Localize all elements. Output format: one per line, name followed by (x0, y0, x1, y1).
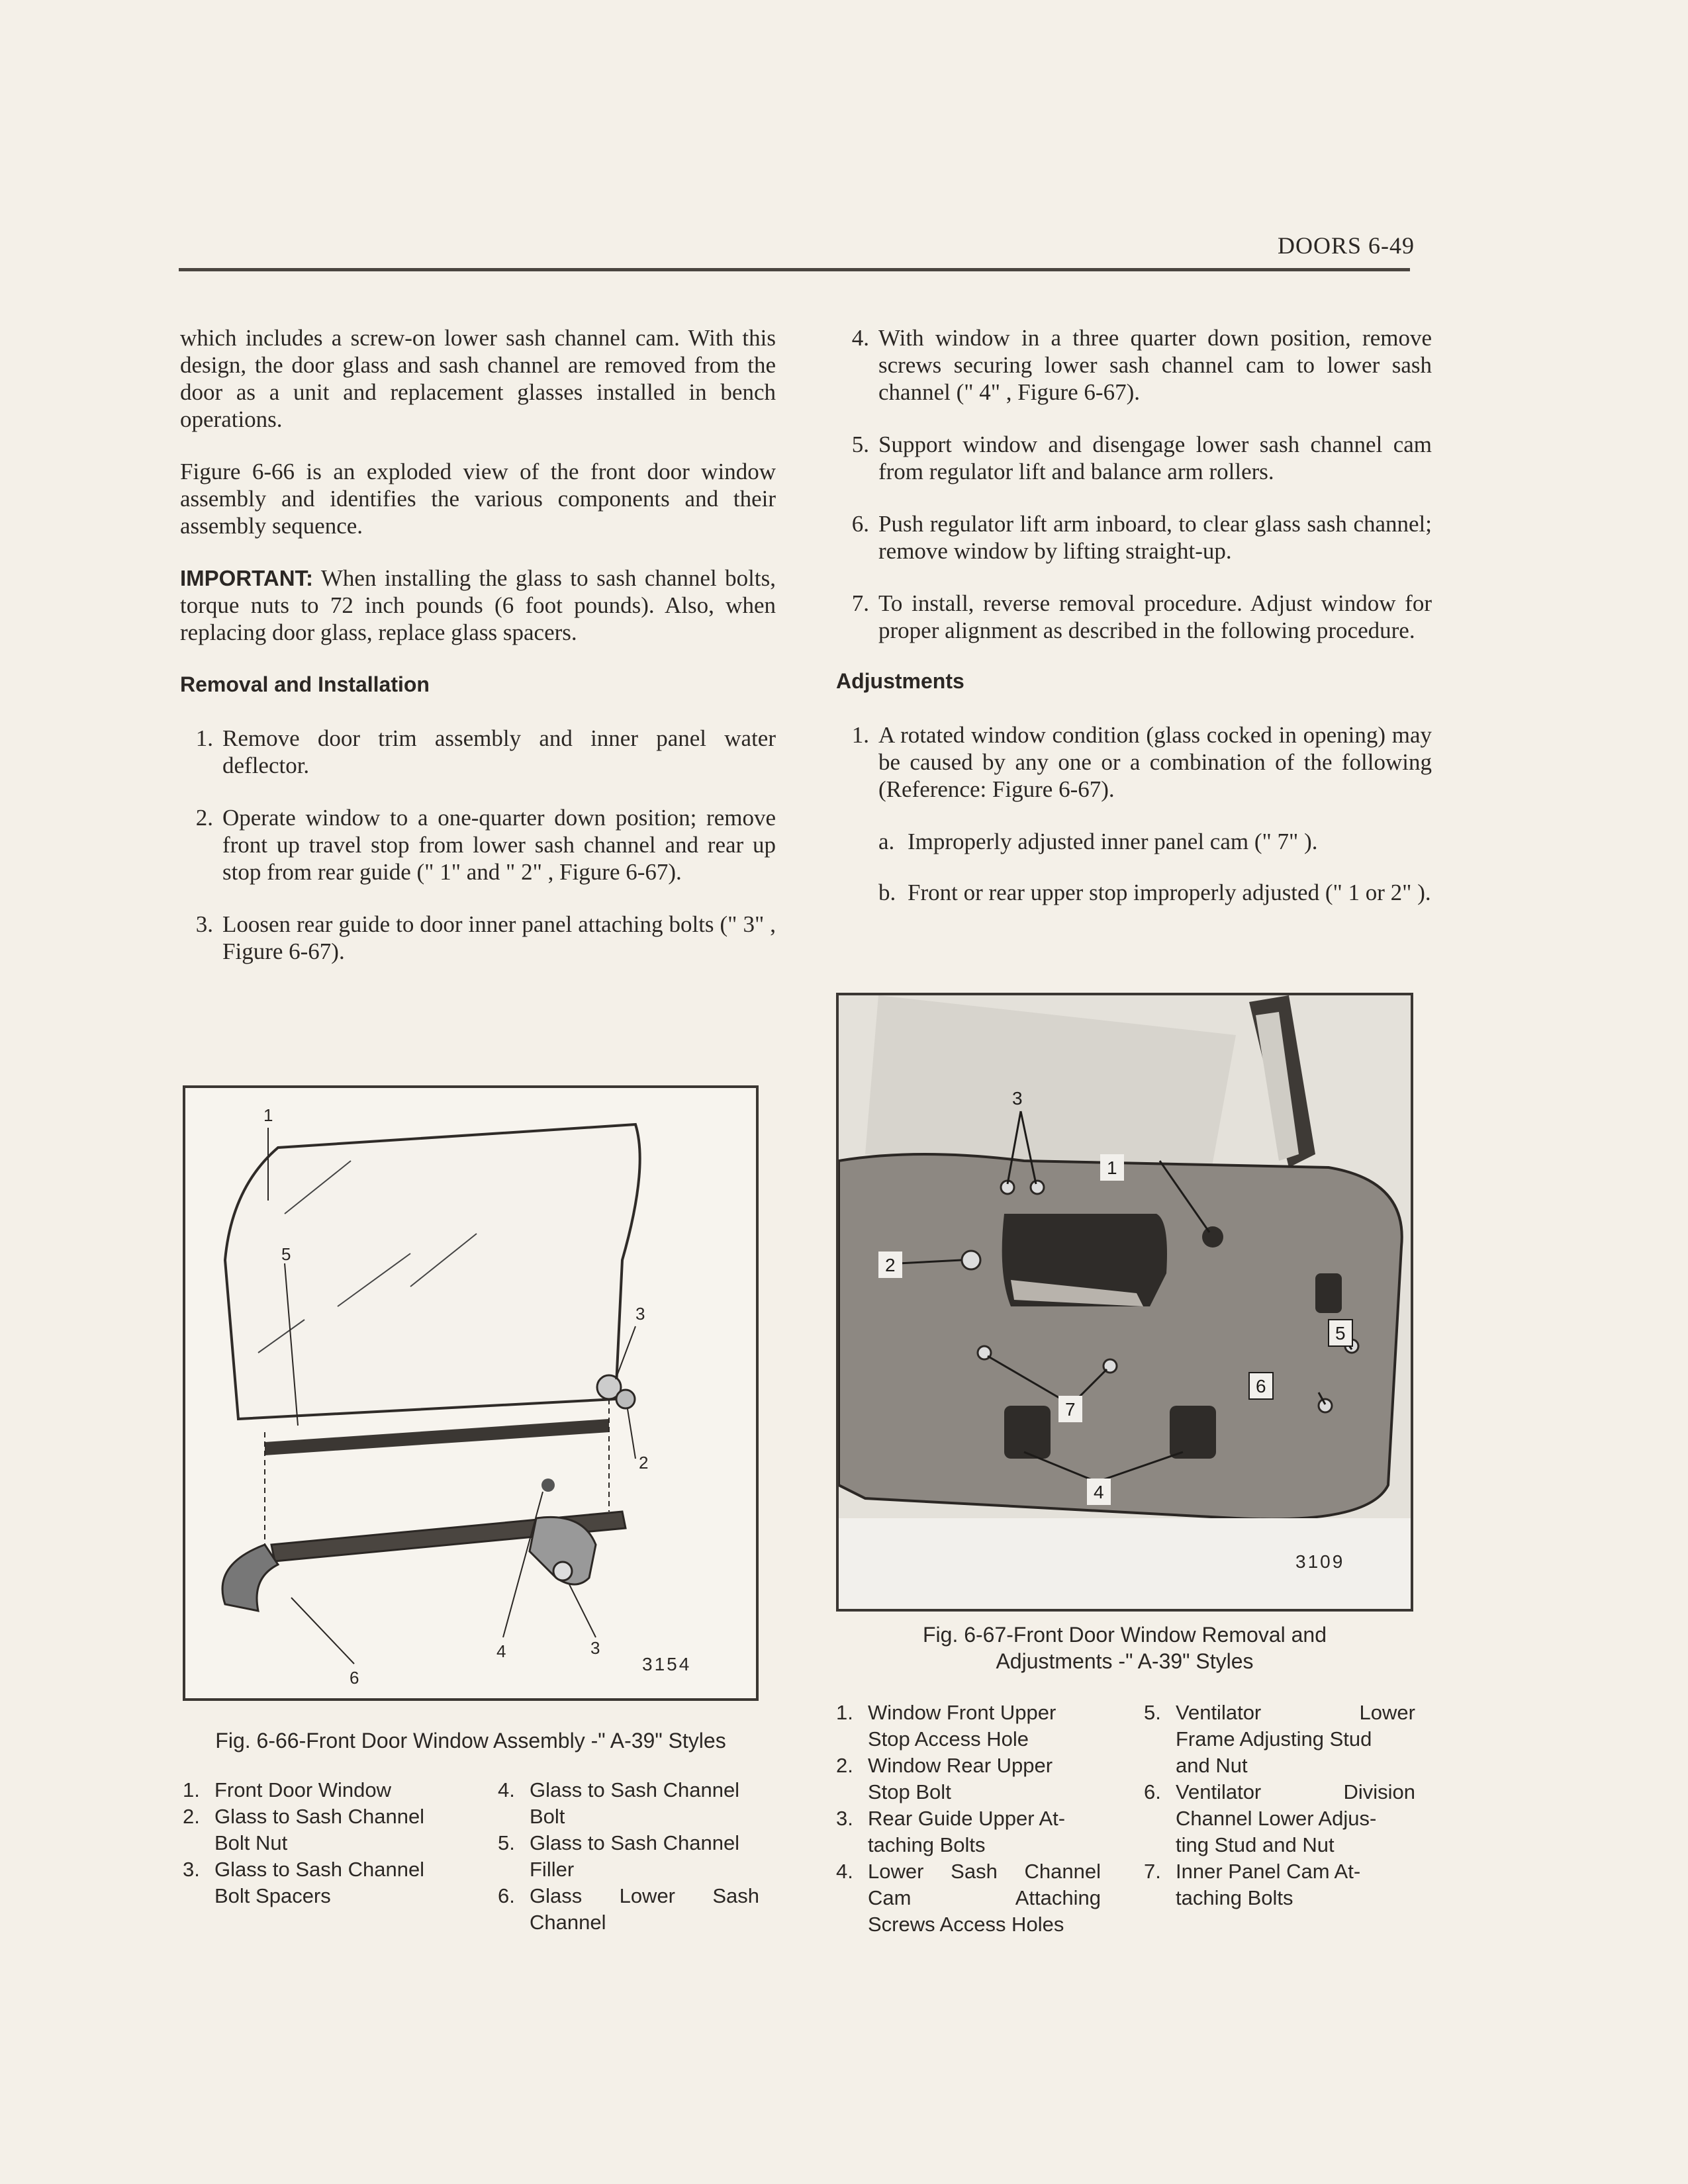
cam-roller (553, 1562, 572, 1580)
figure-6-67-legend-right (1144, 1700, 1415, 1911)
figure-6-66 (183, 1085, 759, 1701)
legend-item: 2. Glass to Sash Channel Bolt Nut (183, 1805, 425, 1854)
callout-label: 1 (263, 1105, 273, 1125)
cam-screw-access-hole (1170, 1406, 1216, 1459)
adjustment-sub-item: a. Improperly adjusted inner panel cam (" 7" ). (878, 829, 1318, 854)
callout-label: 2 (885, 1255, 896, 1275)
adjustments-heading: Adjustments (836, 669, 964, 693)
figure-6-66-legend-right (498, 1777, 759, 1936)
step-item: 4. With window in a three quarter down position, remove screws securing lower sash channel cam to lower sash channel (" 4" , Figure 6-67). (851, 325, 1432, 405)
door-inner-panel (839, 1154, 1402, 1519)
removal-steps-list (180, 725, 776, 965)
callout-label: 3 (1012, 1088, 1023, 1109)
ventilator-access-hole (1315, 1273, 1342, 1313)
page-header: DOORS 6-49 (1278, 232, 1415, 259)
bolt-nut (616, 1390, 635, 1408)
front-stop-access-hole (1202, 1226, 1223, 1248)
legend-item: 5. Ventilator Lower Frame Adjusting Stud and Nut (1144, 1701, 1415, 1777)
step-item: 1. Remove door trim assembly and inner panel water deflector. (195, 725, 776, 778)
legend-item: 1. Window Front Upper Stop Access Hole (836, 1701, 1056, 1751)
removal-steps-continued (836, 324, 1432, 644)
removal-installation-heading: Removal and Installation (180, 672, 430, 696)
figure-6-66-legend-left (183, 1777, 484, 1909)
door-panel-photo (839, 995, 1411, 1609)
callout-label: 3 (635, 1304, 645, 1324)
figure-6-67-caption: Fig. 6-67-Front Door Window Removal and Adjustments -" A-39" Styles (922, 1623, 1327, 1673)
intro-paragraph: which includes a screw-on lower sash channel cam. With this design, the door glass and sash channel are removed from the door as a unit and replacement glasses installed in bench operations. (180, 325, 776, 432)
step-item: 5. Support window and disengage lower sash channel cam from regulator lift and balance arm rollers. (851, 432, 1432, 484)
channel-bolt (541, 1479, 555, 1492)
leader-line (628, 1409, 635, 1459)
rear-guide-bolt (1031, 1181, 1044, 1194)
legend-item: 5. Glass to Sash Channel Filler (498, 1831, 740, 1881)
legend-item: 1. Front Door Window (183, 1778, 392, 1801)
legend-item: 4. Lower Sash Channel Cam Attaching Screws Access Holes (836, 1860, 1101, 1936)
callout-label: 5 (281, 1244, 291, 1264)
adjustment-steps-list (836, 721, 1432, 803)
callout-label: 4 (496, 1641, 506, 1661)
callout-label: 1 (1107, 1158, 1117, 1178)
rear-stop-bolt (962, 1251, 980, 1269)
legend-item: 3. Rear Guide Upper At- taching Bolts (836, 1807, 1066, 1856)
cam-screw-access-hole (1004, 1406, 1051, 1459)
step-item: 2. Operate window to a one-quarter down position; remove front up travel stop from lower sash channel and rear up stop from rear guide (" 1" and " 2" , Figure 6-67). (195, 805, 776, 885)
callout-label: 6 (1256, 1376, 1266, 1396)
step-item: 7. To install, reverse removal procedure. Adjust window for proper alignment as described in the following procedure. (851, 590, 1432, 643)
figure-number: 3154 (642, 1654, 692, 1674)
important-text: When installing the glass to sash channel bolts, torque nuts to 72 inch pounds (6 foot pounds). Also, when replacing door glass, replace glass spacers. (180, 565, 776, 645)
window-assembly-illustration (185, 1088, 756, 1698)
figure-reference-paragraph: Figure 6-66 is an exploded view of the front door window assembly and identifies the various components and their assembly sequence. (180, 459, 776, 539)
step-item: 6. Push regulator lift arm inboard, to clear glass sash channel; remove window by lifting straight-up. (851, 511, 1432, 564)
callout-label: 7 (1065, 1399, 1076, 1420)
legend-item: 3. Glass to Sash Channel Bolt Spacers (183, 1858, 425, 1907)
adjusting-stud (1319, 1399, 1332, 1412)
legend-item: 6. Ventilator Division Channel Lower Adjus- ting Stud and Nut (1144, 1780, 1415, 1856)
legend-item: 4. Glass to Sash Channel Bolt (498, 1778, 740, 1828)
callout-label: 5 (1335, 1323, 1346, 1343)
callout-label: 2 (639, 1453, 649, 1473)
legend-item: 6. Glass Lower Sash Channel (498, 1884, 759, 1934)
figure-number: 3109 (1295, 1551, 1345, 1572)
step-item: 3. Loosen rear guide to door inner panel attaching bolts (" 3" , Figure 6-67). (195, 911, 776, 964)
callout-label: 6 (350, 1668, 359, 1688)
callout-label: 4 (1094, 1482, 1104, 1502)
callout-label: 3 (590, 1638, 600, 1658)
sash-channel-filler (265, 1419, 609, 1455)
left-column (180, 324, 776, 990)
adjustment-sub-item: b. Front or rear upper stop improperly adjusted (" 1 or 2" ). (878, 880, 1431, 905)
leader-line (503, 1492, 543, 1637)
legend-item: 2. Window Rear Upper Stop Bolt (836, 1754, 1053, 1803)
important-label: IMPORTANT: (180, 566, 314, 590)
figure-6-66-caption: Fig. 6-66-Front Door Window Assembly -" A-39" Styles (215, 1729, 726, 1752)
important-note (180, 565, 776, 646)
leader-line (291, 1598, 354, 1664)
figure-6-67 (836, 993, 1413, 1612)
header-rule (179, 268, 1410, 271)
leader-line (569, 1584, 596, 1637)
figure-6-67-legend-left (836, 1700, 1101, 1938)
sash-channel-end (222, 1545, 278, 1611)
door-glass-pane (225, 1124, 640, 1419)
right-column (836, 324, 1432, 930)
legend-item: 7. Inner Panel Cam At- taching Bolts (1144, 1860, 1361, 1909)
step-item: 1. A rotated window condition (glass cocked in opening) may be caused by any one or a combination of the following (Reference: Figure 6-67). (851, 722, 1432, 802)
